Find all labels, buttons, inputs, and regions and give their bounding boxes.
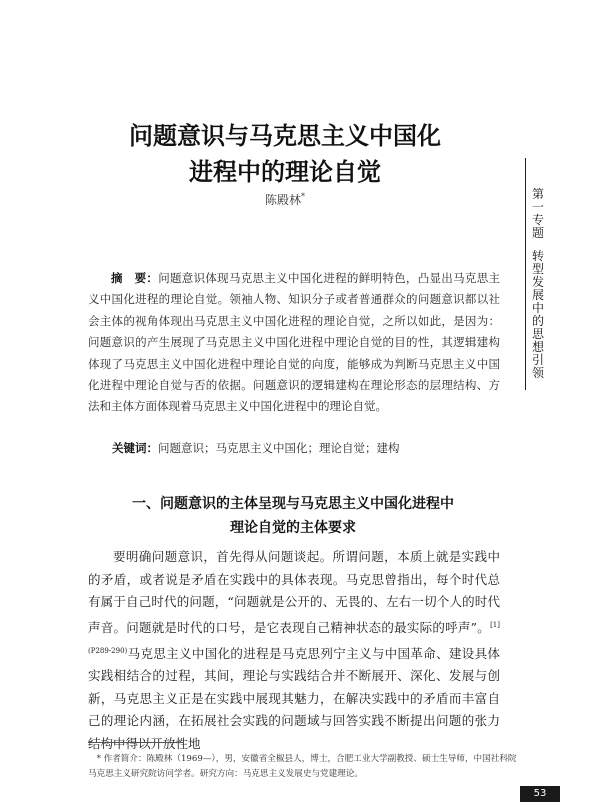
section-sidebar-tab (530, 188, 546, 380)
keywords-label: 关键词： (112, 441, 158, 455)
sidebar-divider (525, 158, 526, 390)
author-name: 陈殿林 (264, 193, 301, 207)
title-line-2: 进程中的理论自觉 (189, 158, 381, 186)
body-text-part-a: 要明确问题意识，首先得从问题谈起。所谓问题，本质上就是实践中的矛盾，或者说是矛盾在实践中的具体表现。马克思曾指出，每个时代总有属于自己时代的问题，“问题就是公开的、无畏的、左右一切个人的时代声音。问题就是时代的口号，是它表现自己精神状态的最实际的呼声”。 (88, 549, 500, 635)
body-text-part-b: 马克思主义中国化的进程是马克思列宁主义与中国革命、建设具体实践相结合的过程，其间，理论与实践结合并不断展开、深化、发展与创新，马克思主义正是在实践中展现其魅力，在解决实践中的矛盾而丰富自己的理论内涵，在拓展社会实践的问题域与回答实践不断提出问题的张力结构中得以开放性地 (88, 645, 500, 752)
abstract (88, 268, 500, 418)
page-number: 53 (520, 786, 560, 802)
abstract-label: 摘 要： (111, 271, 159, 285)
article-title (90, 118, 480, 190)
abstract-text: 问题意识体现马克思主义中国化进程的鲜明特色，凸显出马克思主义中国化进程的理论自觉。领袖人物、知识分子或者普通群众的问题意识都以社会主体的视角体现出马克思主义中国化进程的理论自觉，之所以如此，是因为：问题意识的产生展现了马克思主义中国化进程中理论自觉的目的性，其逻辑建构体现了马克思主义中国化进程中理论自觉的向度，能够成为判断马克思主义中国化进程中理论自觉与否的依据。问题意识的逻辑建构在理论形态的层理结构、方法和主体方面体现着马克思主义中国化进程中的理论自觉。 (88, 271, 500, 414)
keywords-text: 问题意识；马克思主义中国化；理论自觉；建构 (158, 441, 400, 455)
sidebar-part-label: 第一专题 (531, 187, 544, 240)
title-line-1: 问题意识与马克思主义中国化 (129, 122, 441, 150)
author-footnote-mark: * (301, 192, 305, 201)
section-heading-line-2: 理论自觉的主体要求 (230, 520, 356, 536)
author-line (200, 191, 370, 208)
sidebar-topic-label: 转型发展中的思想引领 (531, 249, 544, 380)
footnote: * 作者简介：陈殿林（1969—），男，安徽省全椒县人，博士，合肥工业大学副教授、硕士生导师，中国社科院马克思主义研究院访问学者。研究方向：马克思主义发展史与党建理论。 (88, 754, 517, 779)
citation-marker: [1](P289-290) (88, 620, 500, 655)
keywords (112, 440, 502, 456)
footnote-divider (88, 742, 184, 743)
section-heading-line-1: 一、问题意识的主体呈现与马克思主义中国化进程中 (132, 496, 454, 512)
section-heading (110, 492, 476, 540)
body-paragraph (88, 546, 500, 756)
